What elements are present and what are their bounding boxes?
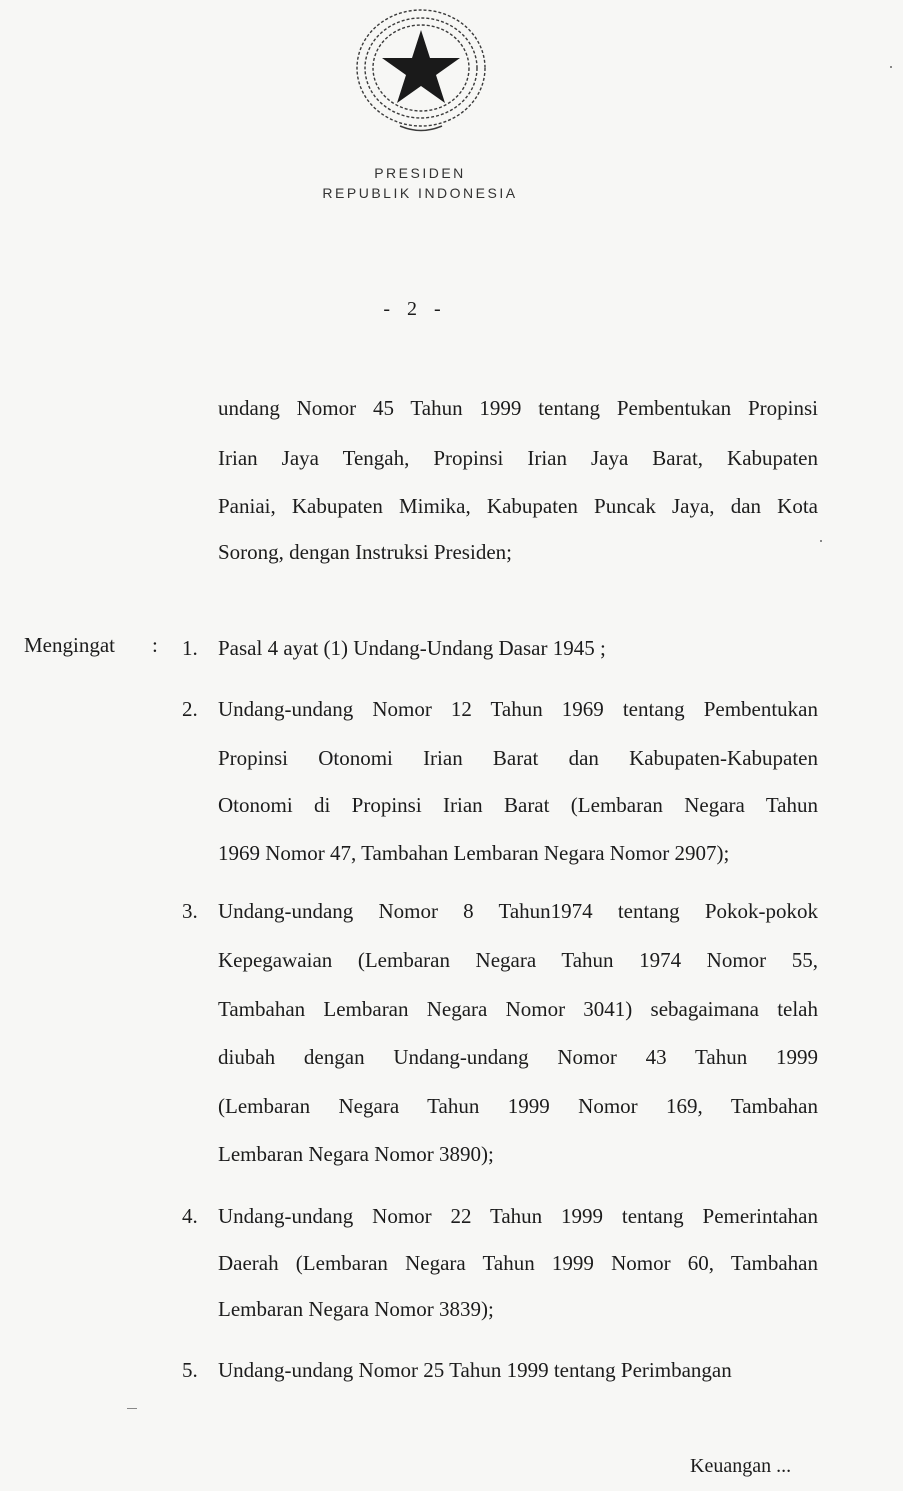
item-number: 4.	[182, 1204, 198, 1228]
header-title-presiden: PRESIDEN	[374, 165, 466, 181]
header-title-republik: REPUBLIK INDONESIA	[322, 185, 518, 201]
item-line: Undang-undang Nomor 25 Tahun 1999 tentang Perimbangan	[218, 1358, 732, 1382]
presidential-seal-icon	[350, 2, 492, 138]
continuation-line: Irian Jaya Tengah, Propinsi Irian Jaya Barat, Kabupaten	[218, 446, 818, 470]
scan-speck	[890, 66, 892, 68]
item-number: 2.	[182, 697, 198, 721]
continuation-line: Sorong, dengan Instruksi Presiden;	[218, 540, 512, 564]
item-line: Otonomi di Propinsi Irian Barat (Lembaran Negara Tahun	[218, 793, 818, 817]
item-line: Lembaran Negara Nomor 3839);	[218, 1297, 494, 1321]
item-line: 1969 Nomor 47, Tambahan Lembaran Negara Nomor 2907);	[218, 841, 730, 865]
item-line: Kepegawaian (Lembaran Negara Tahun 1974 Nomor 55,	[218, 948, 818, 972]
item-number: 1.	[182, 636, 198, 660]
item-line: diubah dengan Undang-undang Nomor 43 Tahun 1999	[218, 1045, 818, 1069]
item-line: Undang-undang Nomor 8 Tahun1974 tentang Pokok-pokok	[218, 899, 818, 923]
section-colon: :	[152, 633, 158, 657]
item-line: Lembaran Negara Nomor 3890);	[218, 1142, 494, 1166]
item-number: 5.	[182, 1358, 198, 1382]
item-line: Tambahan Lembaran Negara Nomor 3041) sebagaimana telah	[218, 997, 818, 1021]
item-line: (Lembaran Negara Tahun 1999 Nomor 169, Tambahan	[218, 1094, 818, 1118]
scan-speck	[127, 1408, 137, 1409]
item-line: Daerah (Lembaran Negara Tahun 1999 Nomor 60, Tambahan	[218, 1251, 818, 1275]
continuation-line: Paniai, Kabupaten Mimika, Kabupaten Puncak Jaya, dan Kota	[218, 494, 818, 518]
item-number: 3.	[182, 899, 198, 923]
catchword: Keuangan ...	[690, 1455, 792, 1477]
item-line: Undang-undang Nomor 12 Tahun 1969 tentang Pembentukan	[218, 697, 818, 721]
scan-speck	[820, 540, 822, 542]
item-line: Propinsi Otonomi Irian Barat dan Kabupaten-Kabupaten	[218, 746, 818, 770]
continuation-line: undang Nomor 45 Tahun 1999 tentang Pembentukan Propinsi	[218, 396, 818, 420]
section-label-mengingat: Mengingat	[24, 633, 115, 657]
item-line: Undang-undang Nomor 22 Tahun 1999 tentang Pemerintahan	[218, 1204, 818, 1228]
item-line: Pasal 4 ayat (1) Undang-Undang Dasar 1945 ;	[218, 636, 606, 660]
page-number: - 2 -	[383, 298, 447, 320]
